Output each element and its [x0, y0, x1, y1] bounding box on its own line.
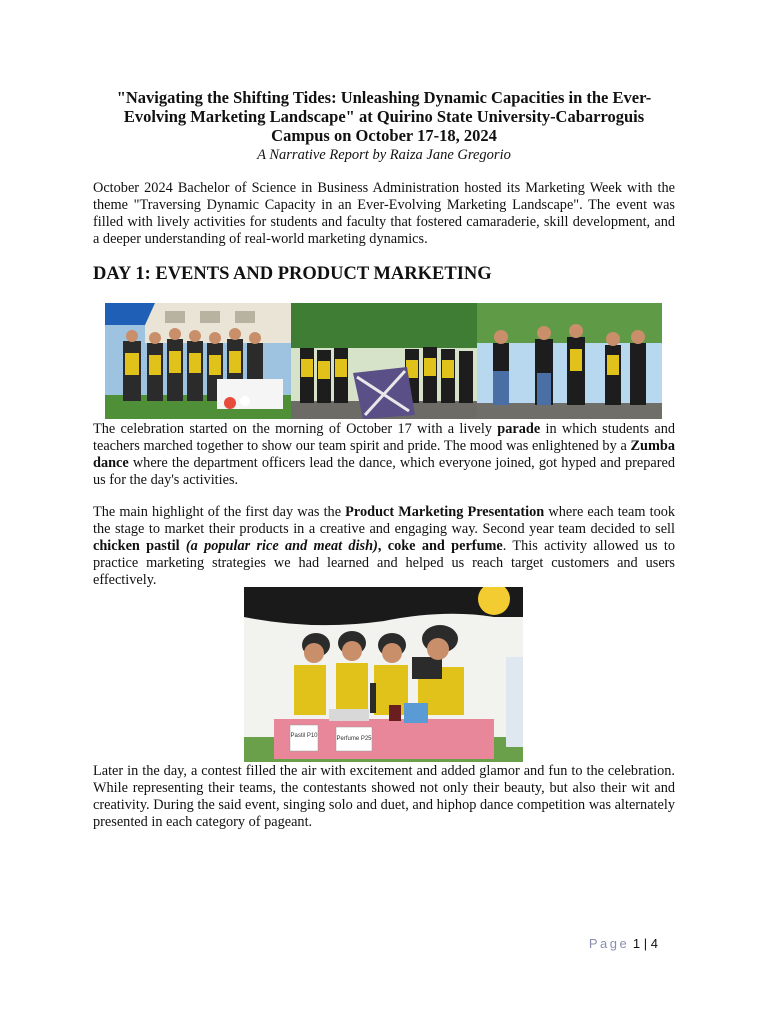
parade-photo-collage — [105, 303, 662, 419]
parade-photo-right — [477, 303, 662, 419]
pastil-description-italic: (a popular rice and meat dish) — [185, 538, 378, 554]
parade-photo-middle — [291, 303, 477, 419]
contest-paragraph: Later in the day, a contest filled the air with excitement and added glamor and fun to the celebration. While representing their teams, the contestants showed not only their beauty, but also their wit and creativity. During the said event, singing solo and duet, and hiphop dance competition was alternately presented in each category of pageant. — [93, 763, 675, 830]
price-sign-right-text: Perfume P25 — [336, 736, 372, 742]
parade-photo-left — [105, 303, 291, 419]
report-title: "Navigating the Shifting Tides: Unleashing Dynamic Capacities in the Ever-Evolving Marketing Landscape" at Quirino State University-Cabarroguis Campus on October 17-18, 2024 — [116, 88, 652, 145]
chicken-pastil-bold: chicken pastil — [93, 538, 180, 554]
report-subtitle: A Narrative Report by Raiza Jane Gregorio — [257, 147, 511, 163]
zumba-bold: Zumba dance — [93, 438, 675, 471]
parade-text-1: The celebration started on the morning of October 17 with a lively — [93, 421, 498, 437]
price-sign-left-text: Pastil P10 — [290, 733, 318, 739]
product-text-2: where each team took the stage to market their products in a creative and engaging way. Second year team decided to sell — [93, 504, 676, 537]
footer-page-label: Page — [588, 936, 630, 951]
footer-page-number: 1 — [632, 936, 641, 951]
product-text-1: The main highlight of the first day was the — [93, 504, 346, 520]
parade-text-2: in which students and teachers marched together to show our team spirit and pride. The mood was enlightened by a — [93, 421, 675, 454]
day1-heading: DAY 1: EVENTS AND PRODUCT MARKETING — [93, 264, 492, 284]
coke-perfume-bold: coke and perfume — [387, 538, 503, 554]
product-marketing-paragraph — [93, 504, 675, 589]
booth-image — [244, 587, 523, 762]
intro-paragraph: October 2024 Bachelor of Science in Business Administration hosted its Marketing Week with the theme "Traversing Dynamic Capacity in an Ever-Evolving Marketing Landscape". The event was filled with lively activities for students and faculty that fostered camaraderie, skill development, and a deeper understanding of real-world marketing dynamics. — [93, 180, 675, 247]
page-footer — [560, 936, 658, 951]
parade-paragraph — [93, 421, 675, 489]
parade-collage-image — [105, 303, 662, 419]
product-comma: , — [377, 538, 388, 554]
footer-page-total: 4 — [650, 936, 658, 951]
product-marketing-bold: Product Marketing Presentation — [345, 504, 545, 520]
footer-separator: | — [643, 936, 648, 951]
parade-text-3: where the department officers lead the dance, which everyone joined, got hyped and prepared us for the day's activities. — [93, 455, 675, 488]
booth-photo — [244, 587, 523, 762]
product-text-3: . This activity allowed us to practice marketing strategies we had learned and helped us reach target customers and users effectively. — [93, 538, 675, 588]
parade-bold: parade — [497, 421, 541, 437]
